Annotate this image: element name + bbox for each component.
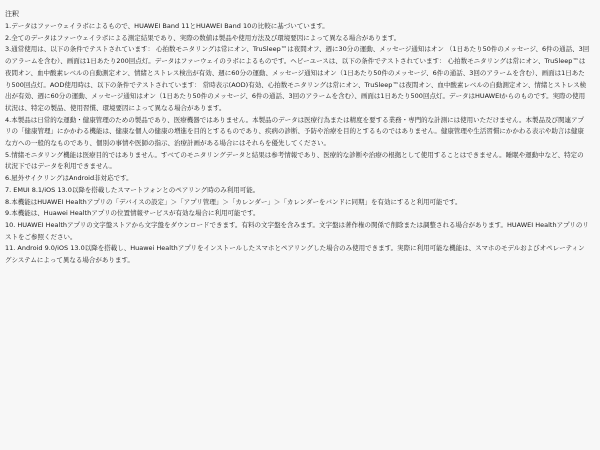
- note-6: 6.屋外サイクリングはAndroid非対応です。: [5, 174, 133, 183]
- note-2: 2.全てのデータはファーウェイラボによる測定結果であり、実際の数値は製品や使用方法及び環境要因によって異なる場合があります。: [5, 33, 401, 42]
- note-11: 11. Android 9.0/iOS 13.0以降を搭載し、Huawei Healthアプリをインストールしたスマホとペアリングした場合のみ使用できます。実際に利用可能な機能は、スマホのモデルおよびオペレーティングシステムによって異なる場合があります。: [5, 244, 585, 265]
- note-8: 8.本機能はHUAWEI Healthアプリの「デバイスの設定」＞「アプリ管理」＞「カレンダー」＞「カレンダーをバンドに同期」を有効にすると利用可能です。: [5, 197, 462, 206]
- note-5: 5.情緒モニタリング機能は医療目的ではありません。すべてのモニタリングデータと結果は参考情報であり、医療的な診断や治療の根拠として使用することはできません。睡眠や運動中など、特定の状況下ではデータを利用できません。: [5, 150, 584, 171]
- note-10: 10. HUAWEI Healthアプリの文字盤ストアから文字盤をダウンロードできます。有料の文字盤を含みます。文字盤は著作権の関係で削除または調整される場合があります。HUAWEI Healthアプリのリストをご参照ください。: [5, 220, 589, 241]
- note-3: 3.通常使用は、以下の条件でテストされています： 心拍数モニタリングは常にオン、TruSleep™は夜間オフ、週に30分の運動、メッセージ通知はオン （1日あたり50件のメッセージ、6件の通話、3回のアラームを含む）、画面は1日あたり200回点灯。データはファーウェイのラボによるものです。ヘビーユースは、以下の条件でテストされています： 心拍数モニタリングは常にオン、TruSleep™は夜間オン、血中酸素レベルの自動測定オン、情緒とストレス検出が有効、週に60分の運動、メッセージ通知はオン（1日あたり50件のメッセージ、6件の通話、3回のアラームを含む）、画面は1日あたり500回点灯。AOD使用時は、以下の条件でテストされています： 常時表示(AOD)有効、心拍数モニタリングは常にオン、TruSleep™は夜間オン、血中酸素レベルの自動測定オン、情緒とストレス検出が有効、週に60分の運動、メッセージ通知はオン（1日あたり50件のメッセージ、6件の通話、3回のアラームを含む）、画面は1日あたり500回点灯。データはHUAWEIからのものです。実際の使用状況は、特定の製品、使用習慣、環境要因によって異なる場合があります。: [5, 45, 590, 112]
- note-7: 7. EMUI 8.1/iOS 13.0以降を搭載したスマートフォンとのペアリング時のみ利用可能。: [5, 185, 260, 194]
- note-9: 9.本機能は、Huawei Healthアプリの位置情報サービスが有効な場合に利用可能です。: [5, 209, 260, 218]
- note-4: 4.本製品は日常的な運動・健康管理のための製品であり、医療機器ではありません。本製品のデータは医療行為または精度を要する業務・専門的な計測には使用いただけません。本製品及び関連アプリの「健康管理」にかかわる機能は、健康な個人の健康の増進を目的とするものであり、疾病の診断、予防や治療を目的とするものではありません。健康管理や生活習慣にかかわる表示や助言は健康な方への一般的なものであり、個別の事情や医師の指示、治療計画がある場合にはそれらを優先してください。: [5, 115, 584, 148]
- note-1: 1.データはファーウェイラボによるもので、HUAWEI Band 11とHUAWEI Band 10の比較に基づいています。: [5, 22, 329, 30]
- notes-heading: 注釈: [5, 10, 19, 18]
